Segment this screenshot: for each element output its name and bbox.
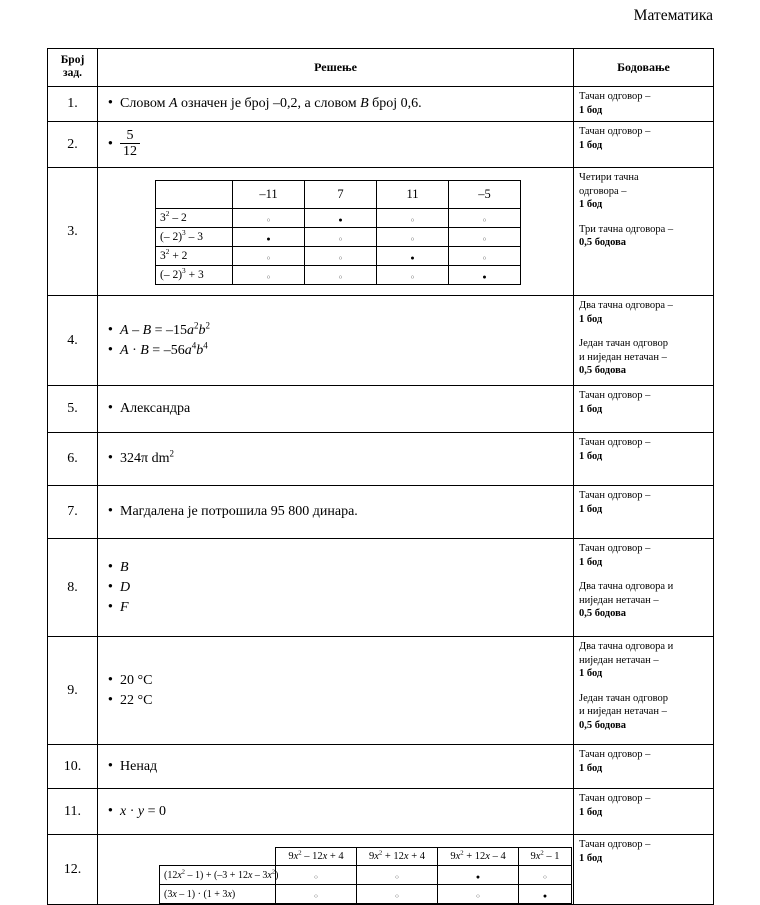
table-row <box>48 122 714 168</box>
score-line-bold: 1 бод <box>579 313 603 325</box>
matrix-option-cell[interactable] <box>233 209 305 228</box>
row-scoring <box>574 745 714 789</box>
matrix-row <box>156 247 521 266</box>
matrix-option-cell[interactable] <box>377 266 449 285</box>
radio-selected-icon <box>476 866 480 883</box>
table-row <box>48 745 714 789</box>
row-number: 10. <box>48 745 98 789</box>
radio-empty-icon <box>395 866 399 883</box>
matrix-header-row <box>156 181 521 209</box>
table-row <box>48 433 714 486</box>
row-scoring <box>574 296 714 386</box>
table-row <box>48 835 714 905</box>
score-line-bold: 0,5 бодова <box>579 237 627 249</box>
row-number: 11. <box>48 789 98 835</box>
score-line: Тачан одговор – <box>579 839 651 851</box>
solution-text: 22 °C <box>120 692 153 708</box>
row-scoring <box>574 539 714 637</box>
score-spacer <box>579 212 709 223</box>
score-line: и ниједан нетачан – <box>579 706 667 718</box>
radio-empty-icon <box>543 866 547 883</box>
score-spacer <box>579 326 709 337</box>
score-line: Тачан одговор – <box>579 390 651 402</box>
bullet-icon <box>108 558 120 578</box>
radio-selected-icon <box>482 266 486 283</box>
score-line-bold: 1 бод <box>579 403 603 415</box>
matrix-header-row <box>160 848 572 866</box>
radio-empty-icon <box>411 209 415 226</box>
score-line: Четири тачна <box>579 172 639 184</box>
matrix-row-label: (– 2)$^3$ + 3 <box>156 266 233 285</box>
matrix-option-cell[interactable] <box>233 228 305 247</box>
score-line: Три тачна одговора – <box>579 223 674 235</box>
row-scoring <box>574 486 714 539</box>
matrix-col-header: –11 <box>233 181 305 209</box>
matrix-option-cell[interactable] <box>357 885 438 904</box>
bullet-icon <box>108 578 120 598</box>
score-line-bold: 0,5 бодова <box>579 608 627 620</box>
matrix-option-cell[interactable] <box>449 247 521 266</box>
score-line-bold: 1 бод <box>579 450 603 462</box>
bullet-icon <box>108 94 120 114</box>
score-spacer <box>579 681 709 692</box>
radio-empty-icon <box>483 228 487 245</box>
score-line: ниједан нетачан – <box>579 654 659 666</box>
answer-matrix-3 <box>155 180 521 285</box>
fraction-numerator: 5 <box>126 128 134 143</box>
matrix-option-cell[interactable] <box>438 885 519 904</box>
row-solution <box>98 386 574 433</box>
matrix-option-cell[interactable] <box>519 885 572 904</box>
bullet-icon <box>108 802 120 822</box>
matrix-option-cell[interactable] <box>357 866 438 885</box>
bullet-icon <box>108 399 120 419</box>
score-line: Тачан одговор – <box>579 490 651 502</box>
row-solution <box>98 486 574 539</box>
header-cell-scoring: Бодовање <box>574 49 714 87</box>
row-scoring <box>574 789 714 835</box>
matrix-col-header: 7 <box>305 181 377 209</box>
radio-empty-icon <box>314 866 318 883</box>
bullet-icon <box>108 341 120 361</box>
table-row <box>48 539 714 637</box>
radio-empty-icon <box>411 266 415 283</box>
matrix-option-cell[interactable] <box>449 266 521 285</box>
row-number: 5. <box>48 386 98 433</box>
radio-empty-icon <box>339 247 343 264</box>
matrix-row-label: $3^2 - 2$ <box>156 209 233 228</box>
score-line: Тачан одговор – <box>579 543 651 555</box>
matrix-option-cell[interactable] <box>305 266 377 285</box>
score-line: Два тачна одговора и <box>579 581 674 593</box>
matrix-col-header: –5 <box>449 181 521 209</box>
row-number: 9. <box>48 637 98 745</box>
header-number-line2: зад. <box>62 67 83 79</box>
score-line-bold: 1 бод <box>579 852 603 864</box>
matrix-row-label: $3^2 + 2$ <box>156 247 233 266</box>
radio-selected-icon <box>410 247 414 264</box>
score-line: Тачан одговор – <box>579 437 651 449</box>
matrix-option-cell[interactable] <box>276 885 357 904</box>
matrix-col-header: $9x^2 + 12x + 4$ <box>357 848 438 866</box>
score-line: Два тачна одговора и <box>579 641 674 653</box>
bullet-icon <box>108 321 120 341</box>
score-line-bold: 1 бод <box>579 668 603 680</box>
matrix-option-cell[interactable] <box>305 228 377 247</box>
bullet-icon <box>108 502 120 522</box>
score-line-bold: 1 бод <box>579 762 603 774</box>
matrix-option-cell[interactable] <box>377 247 449 266</box>
row-scoring <box>574 87 714 122</box>
radio-empty-icon <box>395 885 399 902</box>
solution-text: 20 °C <box>120 672 153 688</box>
score-line: Тачан одговор – <box>579 793 651 805</box>
row-solution: ● x · y = 0 <box>98 789 574 835</box>
row-solution: ● Словом A означен је број –0,2, а словом B број 0,6. <box>98 87 574 122</box>
score-line: Један тачан одговор <box>579 338 668 350</box>
matrix-option-cell[interactable] <box>449 228 521 247</box>
radio-selected-icon <box>543 885 547 902</box>
row-scoring <box>574 637 714 745</box>
score-spacer <box>579 569 709 580</box>
matrix-corner-cell <box>160 848 276 866</box>
score-line: и ниједан нетачан – <box>579 351 667 363</box>
row-number: 7. <box>48 486 98 539</box>
row-scoring <box>574 433 714 486</box>
table-row <box>48 296 714 386</box>
fraction <box>120 128 140 159</box>
matrix-option-cell[interactable] <box>233 266 305 285</box>
radio-empty-icon <box>476 885 480 902</box>
row-number: 12. <box>48 835 98 905</box>
bullet-icon <box>108 449 120 469</box>
score-line: ниједан нетачан – <box>579 594 659 606</box>
fraction-denominator: 12 <box>120 143 140 159</box>
row-solution <box>98 122 574 168</box>
radio-empty-icon <box>411 228 415 245</box>
solution-text: Александра <box>120 401 191 417</box>
table-row <box>48 789 714 835</box>
matrix-option-cell[interactable] <box>519 866 572 885</box>
bullet-icon <box>108 691 120 711</box>
row-solution: ●A – $B = -15a^2b^2$ ●A · $B = -56a^4b^4$ <box>98 296 574 386</box>
score-line: одговора – <box>579 185 627 197</box>
bullet-icon <box>108 671 120 691</box>
score-line: Тачан одговор – <box>579 749 651 761</box>
score-line-bold: 1 бод <box>579 503 603 515</box>
document-header-title: Математика <box>633 7 713 24</box>
matrix-row <box>156 228 521 247</box>
header-number-line1: Број <box>60 54 85 66</box>
score-line-bold: 1 бод <box>579 556 603 568</box>
row-scoring <box>574 835 714 905</box>
matrix-col-header: 11 <box>377 181 449 209</box>
score-line-bold: 1 бод <box>579 806 603 818</box>
matrix-row-label: (3x – 1) · (1 + 3x) <box>160 885 276 904</box>
score-line-bold: 1 бод <box>579 139 603 151</box>
row-scoring <box>574 386 714 433</box>
score-line-bold: 1 бод <box>579 104 603 116</box>
row-number: 2. <box>48 122 98 168</box>
matrix-option-cell[interactable] <box>305 247 377 266</box>
row-number: 1. <box>48 87 98 122</box>
row-solution <box>98 539 574 637</box>
row-solution <box>98 835 574 905</box>
radio-selected-icon <box>338 209 342 226</box>
row-scoring <box>574 122 714 168</box>
solution-text: D <box>120 579 131 595</box>
radio-empty-icon <box>339 266 343 283</box>
matrix-col-header: $9x^2 - 12x + 4$ <box>276 848 357 866</box>
row-number: 4. <box>48 296 98 386</box>
table-row <box>48 386 714 433</box>
solution-text: F <box>120 599 129 615</box>
matrix-option-cell[interactable] <box>449 209 521 228</box>
solution-text: Магдалена је потрошила 95 800 динара. <box>120 504 358 520</box>
bullet-icon <box>108 757 120 777</box>
row-number: 6. <box>48 433 98 486</box>
header-cell-solution: Решење <box>98 49 574 87</box>
score-line: Два тачна одговора – <box>579 300 673 312</box>
radio-empty-icon <box>267 266 271 283</box>
matrix-row-label: $(12x^2 - 1) + (-3 + 12x - 3x^2)$ <box>160 866 276 885</box>
score-line-bold: 0,5 бодова <box>579 365 627 377</box>
matrix-option-cell[interactable] <box>233 247 305 266</box>
radio-empty-icon <box>314 885 318 902</box>
score-line: Тачан одговор – <box>579 126 651 137</box>
score-line-bold: 0,5 бодова <box>579 719 627 731</box>
matrix-col-header: $9x^2 - 1$ <box>519 848 572 866</box>
row-solution: ● 324π $dm^2$ <box>98 433 574 486</box>
matrix-option-cell[interactable] <box>276 866 357 885</box>
bullet-icon <box>108 598 120 618</box>
matrix-row <box>156 266 521 285</box>
matrix-row <box>160 885 572 904</box>
score-line-bold: 1 бод <box>579 199 603 211</box>
answer-key-table <box>47 48 714 905</box>
table-row <box>48 168 714 296</box>
table-row <box>48 637 714 745</box>
score-line: Тачан одговор – <box>579 91 651 102</box>
row-solution <box>98 168 574 296</box>
matrix-option-cell[interactable] <box>377 228 449 247</box>
radio-empty-icon <box>483 209 487 226</box>
header-cell-number <box>48 49 98 87</box>
radio-empty-icon <box>339 228 343 245</box>
score-line: Један тачан одговор <box>579 692 668 704</box>
matrix-row <box>160 866 572 885</box>
row-number: 3. <box>48 168 98 296</box>
table-row <box>48 486 714 539</box>
matrix-row <box>156 209 521 228</box>
radio-selected-icon <box>266 228 270 245</box>
row-scoring <box>574 168 714 296</box>
radio-empty-icon <box>267 209 271 226</box>
matrix-option-cell[interactable] <box>305 209 377 228</box>
matrix-option-cell[interactable] <box>377 209 449 228</box>
radio-empty-icon <box>483 247 487 264</box>
matrix-col-header: $9x^2 + 12x - 4$ <box>438 848 519 866</box>
table-header-row <box>48 49 714 87</box>
solution-text: Ненад <box>120 758 158 774</box>
radio-empty-icon <box>267 247 271 264</box>
row-solution <box>98 745 574 789</box>
row-solution <box>98 637 574 745</box>
matrix-corner-cell <box>156 181 233 209</box>
answer-matrix-12 <box>159 847 572 904</box>
matrix-option-cell[interactable] <box>438 866 519 885</box>
solution-text: B <box>120 559 129 575</box>
bullet-icon <box>108 135 120 155</box>
matrix-row-label: (– 2)$^3$ – 3 <box>156 228 233 247</box>
row-number: 8. <box>48 539 98 637</box>
table-row <box>48 87 714 122</box>
